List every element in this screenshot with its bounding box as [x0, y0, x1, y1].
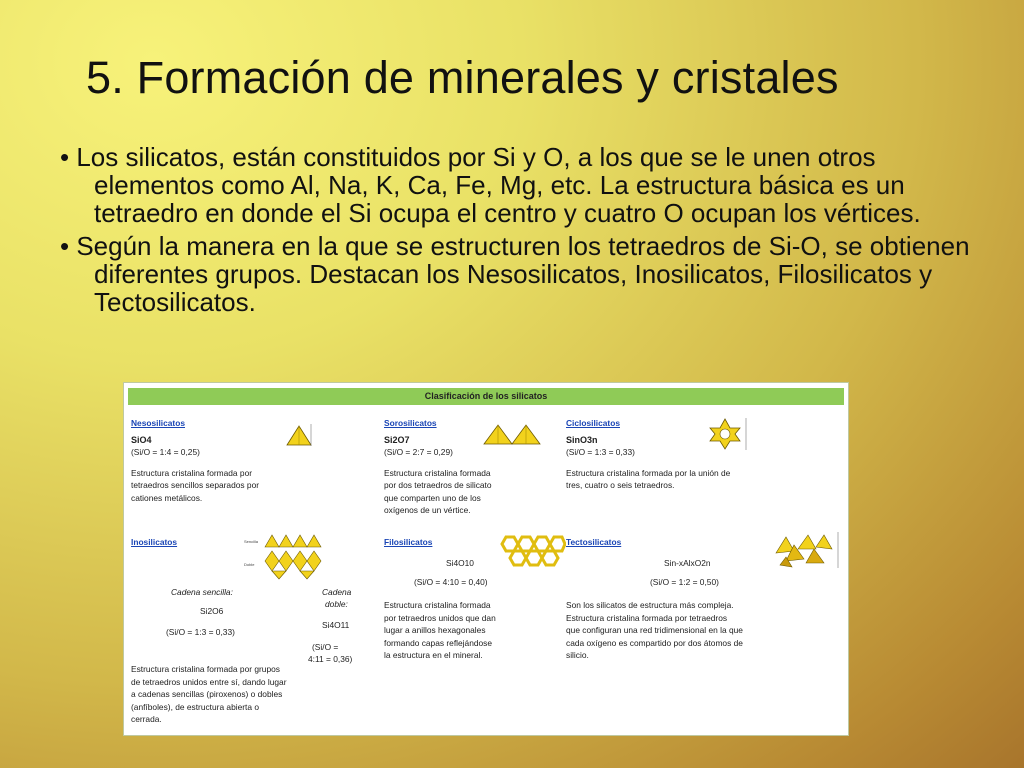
phyllosilicates-desc-2: por tetraedros unidos que dan: [384, 612, 496, 623]
inosilicates-cell: [131, 536, 177, 549]
phyllosilicates-desc-1: Estructura cristalina formada: [384, 600, 491, 610]
nesosilicates-ratio: (Si/O = 1:4 = 0,25): [131, 447, 200, 457]
sheet-structure-icon: [496, 533, 566, 573]
single-chain-ratio: (Si/O = 1:3 = 0,33): [166, 627, 235, 637]
sorosilicates-ratio: (Si/O = 2:7 = 0,29): [384, 447, 453, 457]
inosilicates-desc-5: cerrada.: [131, 714, 162, 724]
sorosilicates-cell: [384, 417, 492, 517]
sorosilicates-title: Sorosilicatos: [384, 418, 437, 428]
double-chain-label-2: doble:: [325, 599, 348, 609]
phyllosilicates-description: [384, 599, 496, 662]
sorosilicates-desc-3: que comparten uno de los: [384, 492, 481, 503]
table-header: Clasificación de los silicatos: [128, 388, 844, 405]
sorosilicates-desc-2: por dos tetraedros de silicato: [384, 480, 492, 490]
nesosilicates-desc-2: tetraedros sencillos separados por: [131, 480, 260, 490]
silicate-classification-image: [124, 383, 848, 735]
tectosilicates-title-cell: [566, 536, 621, 549]
nesosilicates-desc-3: cationes metálicos.: [131, 492, 203, 503]
tectosilicates-description: [566, 599, 743, 662]
slide-title: 5. Formación de minerales y cristales: [86, 52, 839, 103]
bullet-2: • Según la manera en la que se estructuren los tetraedros de Si-O, se obtienen diferentes grupos. Destacan los Nesosilicatos, Inosilicatos, Filosilicatos y Tectosilicatos.: [60, 231, 970, 317]
sorosilicates-desc-4: oxígenos de un vértice.: [384, 505, 471, 515]
sorosilicates-formula: Si2O7: [384, 434, 410, 445]
chain-structure-icon: [262, 533, 324, 581]
single-chain-label: Cadena sencilla:: [171, 587, 233, 597]
tectosilicates-title: Tectosilicatos: [566, 537, 622, 547]
inosilicates-desc-1: Estructura cristalina formada por grupos: [131, 664, 280, 674]
tectosilicates-formula: Sin-xAlxO2n: [664, 558, 711, 568]
inosilicates-title: Inosilicatos: [131, 537, 178, 547]
tetrahedron-icon: [284, 423, 314, 447]
cyclosilicates-formula: SinO3n: [566, 434, 598, 445]
nesosilicates-cell: [131, 417, 259, 504]
inosilicates-description: [131, 663, 287, 726]
bullet-1: • Los silicatos, están constituidos por Si y O, a los que se le unen otros elementos como Al, Na, K, Ca, Fe, Mg, etc. La estructura básica es un tetraedro en donde el Si ocupa el centro y cuatro O ocupan los vértices.: [60, 142, 921, 228]
nesosilicates-formula: SiO4: [131, 434, 152, 445]
double-chain-tag: Doble: [244, 562, 255, 567]
double-chain-formula: Si4O11: [322, 620, 350, 630]
cyclosilicates-title: Ciclosilicatos: [566, 418, 620, 428]
phyllosilicates-desc-5: la estructura en el mineral.: [384, 650, 483, 660]
bullet-1-text: Los silicatos, están constituidos por Si y O, a los que se le unen otros elementos como Al, Na, K, Ca, Fe, Mg, etc. La estructura básica es un tetraedro en donde el Si ocupa el centro y cuatro O ocupan los vértices.: [76, 142, 921, 228]
tectosilicates-desc-5: silicio.: [566, 650, 589, 660]
bullet-2-text: Según la manera en la que se estructuren los tetraedros de Si-O, se obtienen diferentes grupos. Destacan los Nesosilicatos, Inosilicatos, Filosilicatos y Tectosilicatos.: [76, 231, 970, 317]
cyclosilicates-desc-2: tres, cuatro o seis tetraedros.: [566, 480, 675, 490]
inosilicates-desc-2: de tetraedros unidos entre sí, dando lugar: [131, 676, 287, 687]
cyclosilicates-ratio: (Si/O = 1:3 = 0,33): [566, 447, 635, 457]
phyllosilicates-title-cell: [384, 536, 432, 549]
single-chain-formula: Si2O6: [200, 606, 224, 616]
double-chain-ratio-2: 4:11 = 0,36): [308, 654, 353, 664]
double-chain-ratio-1: (Si/O =: [312, 642, 339, 652]
inosilicates-desc-4: (anfíboles), de estructura abierta o: [131, 701, 260, 712]
phyllosilicates-formula: Si4O10: [446, 558, 474, 568]
sorosilicates-desc-1: Estructura cristalina formada: [384, 467, 491, 478]
tectosilicates-desc-1: Son los silicatos de estructura más compleja.: [566, 600, 734, 610]
nesosilicates-title: Nesosilicatos: [131, 418, 185, 428]
phyllosilicates-desc-3: lugar a anillos hexagonales: [384, 625, 486, 635]
phyllosilicates-title: Filosilicatos: [384, 537, 433, 547]
double-tetrahedron-icon: [482, 422, 544, 446]
cyclosilicates-desc-1: Estructura cristalina formada por la unión de: [566, 467, 731, 478]
phyllosilicates-desc-4: formando capas reflejándose: [384, 637, 493, 648]
framework-structure-icon: [772, 531, 840, 569]
tectosilicates-desc-3: que configuran una red tridimensional en la que: [566, 625, 743, 635]
double-chain-label-1: Cadena: [322, 587, 352, 597]
single-chain-tag: Sencilla: [244, 539, 259, 544]
inosilicates-desc-3: a cadenas sencillas (piroxenos) o dobles: [131, 689, 283, 699]
nesosilicates-desc-1: Estructura cristalina formada por: [131, 467, 253, 478]
ring-structure-icon: [702, 417, 748, 451]
tectosilicates-ratio: (Si/O = 1:2 = 0,50): [650, 577, 719, 587]
tectosilicates-desc-2: Estructura cristalina formada por tetraedros: [566, 612, 728, 623]
tectosilicates-desc-4: cada oxígeno es compartido por dos átomos de: [566, 637, 743, 648]
bullet-list: [60, 143, 990, 321]
phyllosilicates-ratio: (Si/O = 4:10 = 0,40): [414, 577, 488, 587]
